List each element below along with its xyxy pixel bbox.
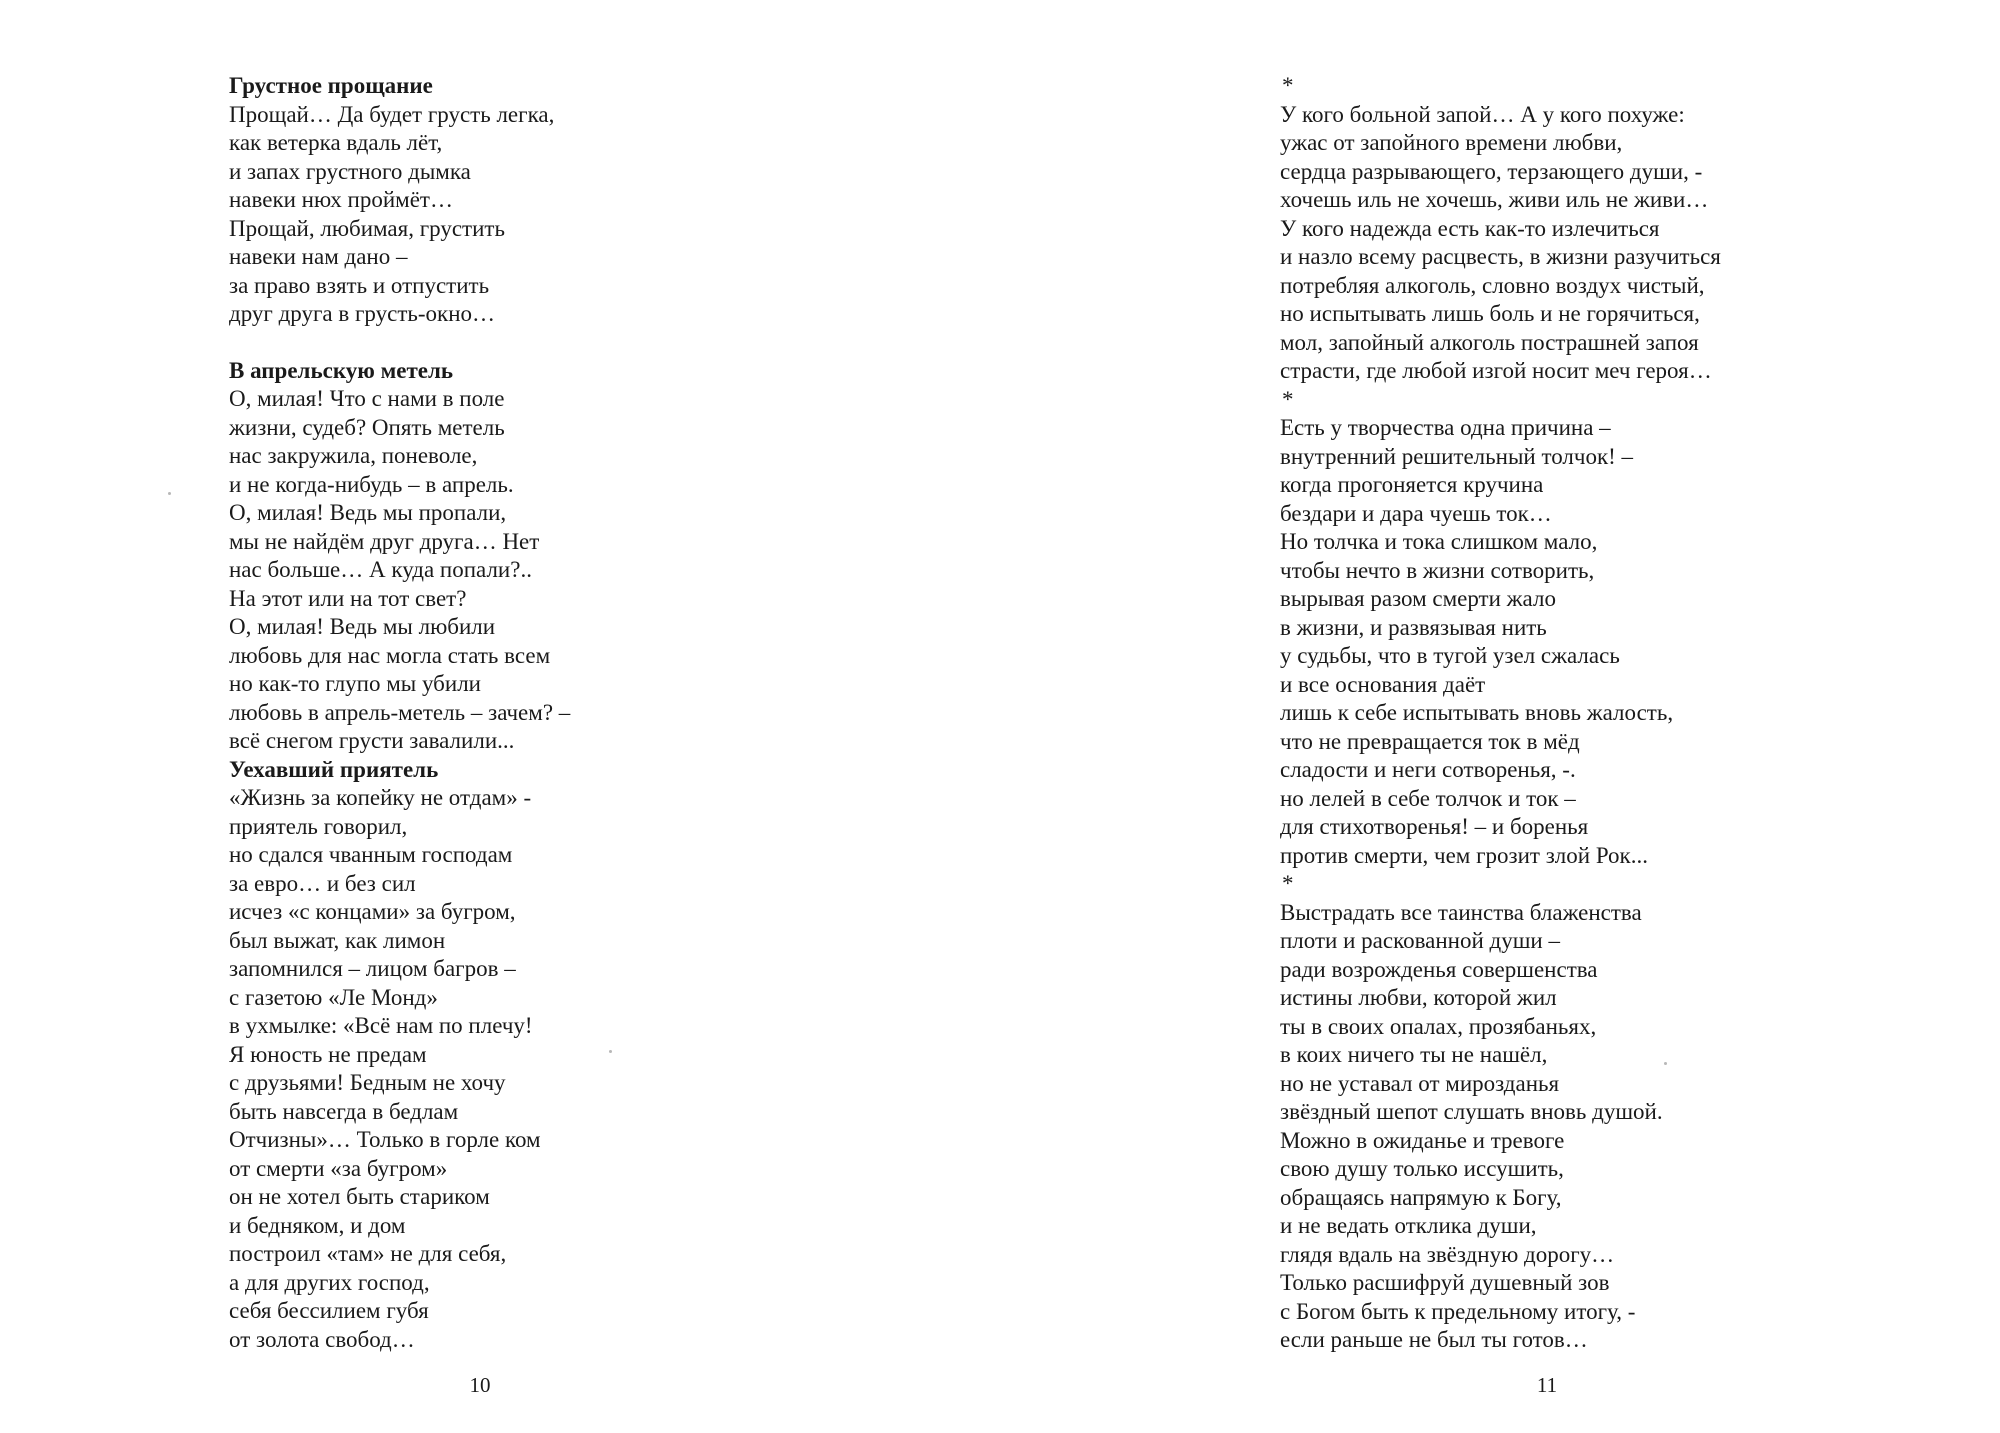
poem-line: приятель говорил, [229, 813, 408, 839]
poem-line: Выстрадать все таинства блаженства [1280, 899, 1642, 925]
stanza-separator: * [1282, 386, 1294, 412]
page-number: 11 [1536, 1373, 1558, 1397]
poem-title: Грустное прощание [229, 73, 433, 98]
poem-line: всё снегом грусти завалили... [229, 728, 515, 753]
poem-line: нас больше… А куда попали?.. [229, 557, 532, 582]
poem-body [1280, 101, 1721, 386]
poem-line: навеки нюх проймёт… [229, 187, 453, 212]
poem-line: в жизни, и развязывая нить [1280, 614, 1547, 640]
poem-line: и бедняком, и дом [229, 1212, 406, 1238]
poem-line: в ухмылке: «Всё нам по плечу! [229, 1013, 533, 1038]
poem-line: глядя вдаль на звёздную дорогу… [1280, 1241, 1615, 1267]
poem-line: построил «там» не для себя, [229, 1241, 507, 1266]
poem-line: но испытывать лишь боль и не горячиться, [1280, 301, 1700, 326]
poem-line: ты в своих опалах, прозябаньях, [1280, 1013, 1597, 1039]
poem-title: Уехавший приятель [229, 756, 439, 782]
poem-line: себя бессилием губя [229, 1298, 429, 1323]
poem-line: вырывая разом смерти жало [1280, 586, 1556, 611]
poem-line: О, милая! Что с нами в поле [229, 386, 505, 411]
poem-line: истины любви, которой жил [1280, 985, 1557, 1010]
poem-line: На этот или на тот свет? [229, 585, 467, 611]
poem-line: а для других господ, [229, 1269, 430, 1295]
poem-line: мы не найдём друг друга… Нет [229, 528, 540, 554]
poem-line: был выжат, как лимон [229, 927, 446, 953]
poem-line: обращаясь напрямую к Богу, [1280, 1184, 1562, 1210]
poem-line: запомнился – лицом багров – [229, 956, 516, 981]
poem-line: Я юность не предам [229, 1041, 427, 1067]
poem-line: чтобы нечто в жизни сотворить, [1280, 557, 1595, 583]
poem-line: но лелей в себе толчок и ток – [1280, 785, 1576, 811]
poem-line: как ветерка вдаль лёт, [229, 130, 443, 155]
poem-line: плоти и раскованной души – [1280, 928, 1560, 953]
poem-line: быть навсегда в бедлам [229, 1098, 459, 1124]
poem-line: О, милая! Ведь мы любили [229, 614, 496, 639]
poem-line: сладости и неги сотворенья, -. [1280, 757, 1576, 782]
poem-line: свою душу только иссушить, [1280, 1156, 1564, 1181]
poem-line: лишь к себе испытывать вновь жалость, [1280, 700, 1674, 725]
poem-line: звёздный шепот слушать вновь душой. [1280, 1099, 1663, 1124]
poem-line: жизни, судеб? Опять метель [229, 414, 505, 440]
scan-speck [168, 492, 171, 495]
poem-body [1280, 414, 1721, 870]
poem-line: с друзьями! Бедным не хочу [229, 1070, 506, 1095]
poem-line: У кого больной запой… А у кого похуже: [1280, 101, 1685, 127]
poem-line: что не превращается ток в мёд [1280, 728, 1580, 754]
poem-line: мол, запойный алкоголь пострашней запоя [1280, 329, 1699, 355]
poem-title: В апрельскую метель [229, 357, 454, 383]
poem-line: нас закружила, поневоле, [229, 443, 478, 468]
page-number: 10 [469, 1373, 491, 1397]
stanza-separator: * [1282, 73, 1294, 98]
poem-line: друг друга в грусть-окно… [229, 301, 496, 326]
poem-line: Можно в ожиданье и тревоге [1280, 1127, 1565, 1153]
poem-line: страсти, где любой изгой носит меч героя… [1280, 358, 1712, 383]
stanza-separator: * [1282, 871, 1294, 896]
poem-line: Прощай… Да будет грусть легка, [229, 101, 555, 127]
poem-line: сердца разрывающего, терзающего души, - [1280, 158, 1703, 184]
poem-line: и все основания даёт [1280, 671, 1486, 697]
poem-line: от золота свобод… [229, 1326, 415, 1352]
poem-line: ужас от запойного времени любви, [1280, 130, 1623, 155]
poem-line: Но толчка и тока слишком мало, [1280, 529, 1598, 554]
poem-line: он не хотел быть стариком [229, 1184, 490, 1209]
poem-line: если раньше не был ты готов… [1280, 1327, 1588, 1352]
poem-line: навеки нам дано – [229, 244, 408, 269]
poem-line: и назло всему расцвесть, в жизни разучиться [1280, 244, 1721, 269]
right-page [1000, 0, 2000, 1433]
poem-line: внутренний решительный толчок! – [1280, 443, 1634, 469]
poem-body [1280, 899, 1721, 1355]
poem-line: от смерти «за бугром» [229, 1155, 448, 1181]
poem-line: О, милая! Ведь мы пропали, [229, 500, 507, 525]
poem-line: Есть у творчества одна причина – [1280, 415, 1611, 440]
poem-line: и не когда-нибудь – в апрель. [229, 471, 514, 497]
poem-line: с Богом быть к предельному итогу, - [1280, 1298, 1636, 1324]
poem-line: за право взять и отпустить [229, 272, 490, 298]
poem-line: за евро… и без сил [229, 870, 416, 896]
poem-line: у судьбы, что в тугой узел сжалась [1280, 643, 1620, 668]
poem-line: и не ведать отклика души, [1280, 1213, 1537, 1238]
right-page-text [1280, 72, 1721, 1355]
poem-line: У кого надежда есть как-то излечиться [1280, 215, 1660, 241]
poem-line: «Жизнь за копейку не отдам» - [229, 785, 532, 810]
poem-line: потребляя алкоголь, словно воздух чистый, [1280, 272, 1705, 298]
stanza-gap [229, 329, 570, 357]
scan-speck [1664, 1062, 1667, 1065]
poem-line: с газетою «Ле Монд» [229, 984, 438, 1010]
poem-body [229, 385, 570, 756]
poem-line: хочешь иль не хочешь, живи иль не живи… [1280, 187, 1709, 212]
poem-line: Только расшифруй душевный зов [1280, 1270, 1610, 1295]
poem-line: любовь для нас могла стать всем [229, 642, 551, 668]
poem-body [229, 784, 570, 1354]
poem-line: когда прогоняется кручина [1280, 472, 1544, 497]
poem-line: ради возрожденья совершенства [1280, 956, 1598, 982]
poem-line: Прощай, любимая, грустить [229, 215, 505, 241]
poem-line: против смерти, чем грозит злой Рок... [1280, 842, 1648, 868]
poem-line: бездари и дара чуешь ток… [1280, 500, 1552, 526]
poem-body [229, 101, 570, 329]
poem-line: для стихотворенья! – и боренья [1280, 814, 1589, 839]
poem-line: любовь в апрель-метель – зачем? – [229, 699, 571, 725]
poem-line: но сдался чванным господам [229, 842, 513, 867]
poem-line: исчез «с концами» за бугром, [229, 899, 516, 924]
poem-line: и запах грустного дымка [229, 158, 471, 184]
poem-line: Отчизны»… Только в горле ком [229, 1127, 541, 1152]
scan-speck [609, 1050, 612, 1053]
left-page-text [229, 72, 570, 1354]
poem-line: но не уставал от мирозданья [1280, 1070, 1560, 1096]
poem-line: но как-то глупо мы убили [229, 671, 481, 696]
poem-line: в коих ничего ты не нашёл, [1280, 1042, 1548, 1067]
